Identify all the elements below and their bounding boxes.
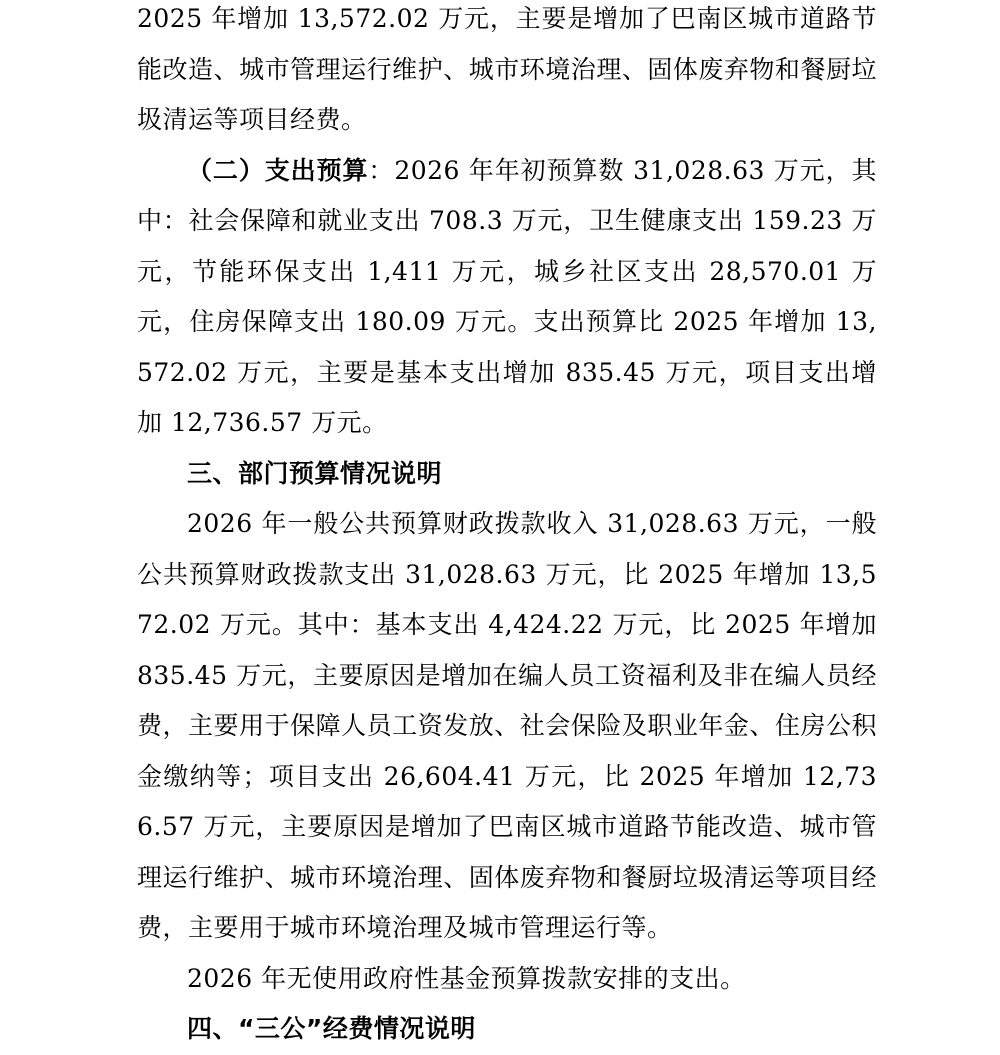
paragraph-general-budget: 2026 年一般公共预算财政拨款收入 31,028.63 万元，一般公共预算财政拨款支出 31,028.63 万元，比 2025 年增加 13,572.02 万元。其中：基本支出 4,424.22 万元，比 2025 年增加 835.45 万元，主要原因是增加在编人员工资福利及非在编人员经费，主要用于保障人员工资发放、社会保险及职业年金、住房公积金缴纳等；项目支出 26,604.41 万元，比 2025 年增加 12,736.57 万元，主要原因是增加了巴南区城市道路节能改造、城市管理运行维护、城市环境治理、固体废弃物和餐厨垃圾清运等项目经费，主要用于城市环境治理及城市管理运行等。: [137, 509, 877, 942]
paragraph-expenditure-budget: [137, 146, 877, 449]
section-heading-4: 四、“三公”经费情况说明: [187, 1014, 476, 1043]
expenditure-budget-text: ：2026 年年初预算数 31,028.63 万元，其中：社会保障和就业支出 708.3 万元，卫生健康支出 159.23 万元，节能环保支出 1,411 万元，城乡社区支出 28,570.01 万元，住房保障支出 180.09 万元。支出预算比 2025 年增加 13,572.02 万元，主要是基本支出增加 835.45 万元，项目支出增加 12,736.57 万元。: [137, 155, 877, 437]
paragraph-revenue-increase: 2025 年增加 13,572.02 万元，主要是增加了巴南区城市道路节能改造、城市管理运行维护、城市环境治理、固体废弃物和餐厨垃圾清运等项目经费。: [137, 4, 877, 134]
document-page: [137, 0, 877, 1055]
paragraph-government-fund: 2026 年无使用政府性基金预算拨款安排的支出。: [187, 963, 746, 993]
section-heading-3: 三、部门预算情况说明: [187, 458, 443, 488]
expenditure-budget-label: （二）支出预算: [187, 155, 369, 185]
